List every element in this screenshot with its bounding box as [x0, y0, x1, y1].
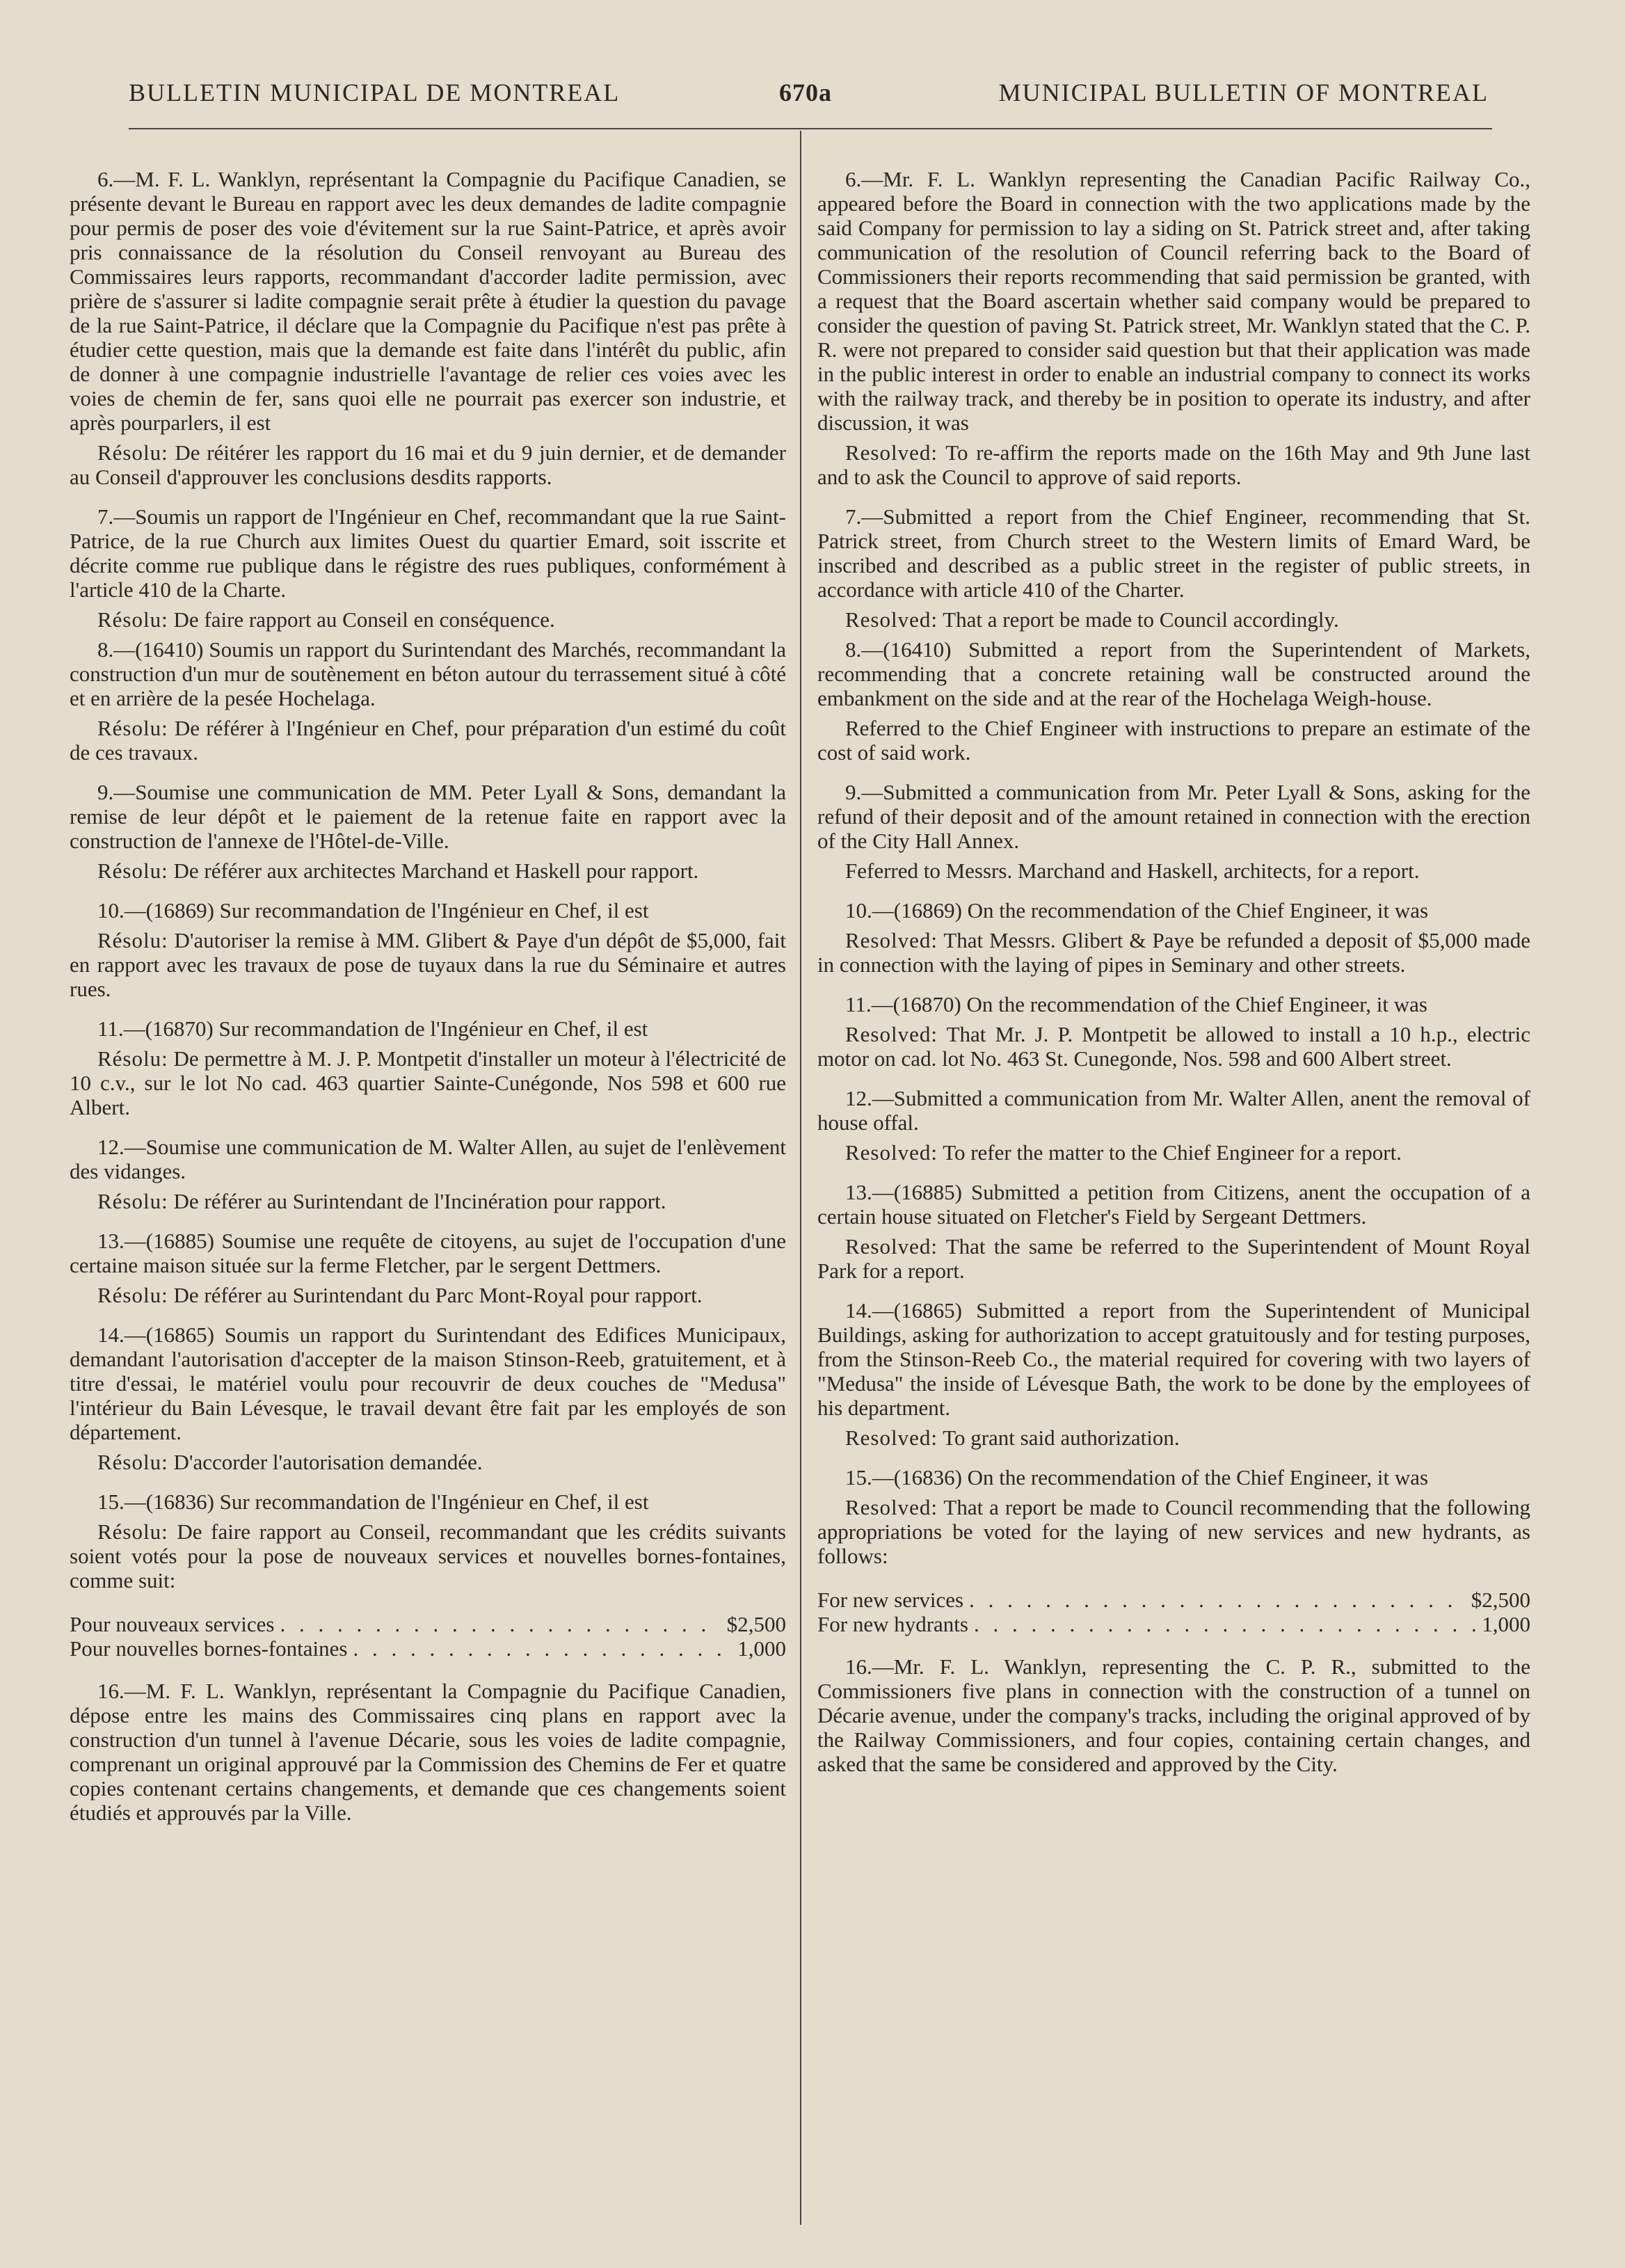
- resolution-text: That Mr. J. P. Montpetit be allowed to install a 10 h.p., electric motor on cad. lot No. 463 St. Cunegonde, Nos. 598 and 600 Albert street.: [817, 1022, 1530, 1071]
- appropriation-row: [817, 1612, 1530, 1636]
- appropriation-label: Pour nouvelles bornes-fontaines: [70, 1636, 348, 1661]
- item-10-en: 10.—(16869) On the recommendation of the Chief Engineer, it was: [845, 898, 1429, 923]
- resolution-label: Résolu:: [97, 607, 168, 632]
- appropriation-amount: $2,500: [726, 1612, 786, 1636]
- resolution-9-fr: [70, 859, 786, 883]
- resolution-label: Résolu:: [97, 440, 168, 465]
- appropriation-row: [817, 1588, 1530, 1612]
- resolution-15-en: [817, 1495, 1530, 1568]
- resolution-text: De réitérer les rapport du 16 mai et du 9 juin dernier, et de demander au Conseil d'approuver les conclusions desdits rapports.: [70, 440, 786, 489]
- appropriations-list-en: [817, 1588, 1530, 1636]
- resolution-9-en: Feferred to Messrs. Marchand and Haskell, architects, for a report.: [845, 859, 1420, 883]
- resolution-7-en: [817, 607, 1530, 632]
- resolution-7-fr: [70, 607, 786, 632]
- item-9-en: 9.—Submitted a communication from Mr. Peter Lyall & Sons, asking for the refund of their deposit and of the amount retained in connection with the erection of the City Hall Annex.: [817, 780, 1530, 853]
- resolution-label: Resolved:: [845, 1495, 938, 1519]
- appropriation-amount: 1,000: [737, 1636, 786, 1661]
- resolution-14-en: [817, 1426, 1530, 1450]
- header-title-english: MUNICIPAL BULLETIN OF MONTREAL: [998, 79, 1489, 106]
- resolution-text: That a report be made to Council recommending that the following appropriations be voted for the laying of new services and new hydrants, as follows:: [817, 1495, 1530, 1568]
- item-6-fr: 6.—M. F. L. Wanklyn, représentant la Compagnie du Pacifique Canadien, se présente devant le Bureau en rapport avec les deux demandes de ladite compagnie pour permis de poser des voie d'évitement sur la rue Saint-Patrice, et après avoir pris connaissance de la résolution du Conseil renvoyant au Bureau des Commissaires leurs rapports, recommandant d'accorder ladite permission, avec prière de s'assurer si ladite compagnie serait prête à étudier la question du pavage de la rue Saint-Patrice, il déclare que la Compagnie du Pacifique n'est pas prête à étudier cette question, mais que la demande est faite dans l'intérêt du public, afin de donner à une compagnie industrielle l'avantage de relier ces voies avec les voies de chemin de fer, sans quoi elle ne pourrait pas exercer son industrie, et après pourparlers, il est: [70, 167, 786, 435]
- item-15-fr: 15.—(16836) Sur recommandation de l'Ingénieur en Chef, il est: [97, 1490, 649, 1514]
- item-6-en: 6.—Mr. F. L. Wanklyn representing the Canadian Pacific Railway Co., appeared before the Board in connection with the two applications made by the said Company for permission to lay a siding on St. Patrick street and, after taking communication of the resolution of Council referring back to the Board of Commissioners their reports recommending that said permission be granted, with a request that the Board ascertain whether said company would be prepared to consider the question of paving St. Patrick street, Mr. Wanklyn stated that the C. P. R. were not prepared to consider said question but that their application was made in the public interest in order to enable an industrial company to connect its works with the railway track, and thereby be in position to operate its industry, and after discussion, it was: [817, 167, 1530, 435]
- appropriations-list-fr: [70, 1612, 786, 1661]
- leader-dots: [969, 1588, 1466, 1612]
- resolution-6-en: [817, 440, 1530, 489]
- header-title-french: BULLETIN MUNICIPAL DE MONTREAL: [129, 79, 621, 106]
- item-9-fr: 9.—Soumise une communication de MM. Peter Lyall & Sons, demandant la remise de leur dépôt et le paiement de la retenue faite en rapport avec la construction de l'annexe de l'Hôtel-de-Ville.: [70, 780, 786, 853]
- resolution-label: Résolu:: [97, 1283, 168, 1307]
- item-10-fr: 10.—(16869) Sur recommandation de l'Ingénieur en Chef, il est: [97, 898, 649, 923]
- item-8-en: 8.—(16410) Submitted a report from the Superintendent of Markets, recommending that a concrete retaining wall be constructed around the embankment on the side and at the rear of the Hochelaga Weigh-house.: [817, 637, 1530, 710]
- resolution-text: De référer au Surintendant de l'Incinération pour rapport.: [173, 1189, 666, 1213]
- resolution-label: Résolu:: [97, 1519, 168, 1544]
- resolution-label: Résolu:: [97, 928, 168, 952]
- resolution-label: Resolved:: [845, 928, 938, 952]
- item-13-fr: 13.—(16885) Soumise une requête de citoyens, au sujet de l'occupation d'une certaine maison située sur la ferme Fletcher, par le sergent Dettmers.: [70, 1229, 786, 1277]
- appropriation-amount: 1,000: [1482, 1612, 1530, 1636]
- item-7-fr: 7.—Soumis un rapport de l'Ingénieur en Chef, recommandant que la rue Saint-Patrice, de la rue Church aux limites Ouest du quartier Emard, soit isscrite et décrite comme rue publique dans le régistre des rues publiques, conformément à l'article 410 de la Charte.: [70, 504, 786, 602]
- resolution-label: Résolu:: [97, 716, 168, 740]
- resolution-text: De référer à l'Ingénieur en Chef, pour préparation d'un estimé du coût de ces travaux.: [70, 716, 786, 765]
- leader-dots: [280, 1612, 721, 1636]
- resolution-label: Resolved:: [845, 607, 938, 632]
- header-rule: [129, 128, 1492, 129]
- item-8-fr: 8.—(16410) Soumis un rapport du Surintendant des Marchés, recommandant la construction d'un mur de soutènement en béton autour du terrassement situé à côté et en arrière de la pesée Hochelaga.: [70, 637, 786, 710]
- item-11-en: 11.—(16870) On the recommendation of the Chief Engineer, it was: [845, 992, 1427, 1016]
- item-16-en: 16.—Mr. F. L. Wanklyn, representing the C. P. R., submitted to the Commissioners five plans in connection with the construction of a tunnel on Décarie avenue, under the company's tracks, including the original approved of by the Railway Commissioners, and four copies, containing certain changes, and asked that the same be considered and approved by the City.: [817, 1654, 1530, 1776]
- appropriation-label: For new services: [817, 1588, 964, 1612]
- resolution-text: De référer au Surintendant du Parc Mont-Royal pour rapport.: [173, 1283, 703, 1307]
- resolution-11-en: [817, 1022, 1530, 1071]
- item-14-fr: 14.—(16865) Soumis un rapport du Surintendant des Edifices Municipaux, demandant l'autorisation d'accepter de la maison Stinson-Reeb, gratuitement, et à titre d'essai, le matériel voulu pour recouvrir de deux couches de "Medusa" l'intérieur du Bain Lévesque, le travail devant être fait par les employés de son département.: [70, 1323, 786, 1444]
- page-header: [129, 78, 1489, 120]
- resolution-label: Resolved:: [845, 1426, 938, 1450]
- resolution-15-fr: [70, 1519, 786, 1592]
- item-11-fr: 11.—(16870) Sur recommandation de l'Ingénieur en Chef, il est: [97, 1016, 648, 1041]
- page-number: 670a: [779, 79, 832, 106]
- resolution-label: Résolu:: [97, 1046, 168, 1071]
- resolution-text: To refer the matter to the Chief Engineer for a report.: [943, 1140, 1402, 1165]
- resolution-10-fr: [70, 928, 786, 1001]
- english-column: [817, 167, 1530, 1782]
- item-13-en: 13.—(16885) Submitted a petition from Citizens, anent the occupation of a certain house situated on Fletcher's Field by Sergeant Dettmers.: [817, 1180, 1530, 1229]
- appropriation-label: For new hydrants: [817, 1612, 968, 1636]
- item-16-fr: 16.—M. F. L. Wanklyn, représentant la Compagnie du Pacifique Canadien, dépose entre les mains des Commissaires cinq plans en rapport avec la construction d'un tunnel à l'avenue Décarie, sous les voies de ladite compagnie, comprenant un original approuvé par la Commission des Chemins de Fer et quatre copies contenant certains changements, et demande que ces changements soient étudiés et approuvés par la Ville.: [70, 1679, 786, 1825]
- resolution-label: Resolved:: [845, 1022, 938, 1046]
- resolution-text: De référer aux architectes Marchand et Haskell pour rapport.: [173, 859, 699, 883]
- resolution-text: De permettre à M. J. P. Montpetit d'installer un moteur à l'électricité de 10 c.v., sur le lot No cad. 463 quartier Sainte-Cunégonde, Nos 598 et 600 rue Albert.: [70, 1046, 787, 1119]
- item-15-en: 15.—(16836) On the recommendation of the Chief Engineer, it was: [845, 1465, 1429, 1490]
- french-column: [70, 167, 786, 1830]
- resolution-8-en: Referred to the Chief Engineer with instructions to prepare an estimate of the cost of said work.: [817, 716, 1530, 765]
- resolution-12-en: [817, 1140, 1530, 1165]
- resolution-8-fr: [70, 716, 786, 765]
- resolution-text: To grant said authorization.: [943, 1426, 1180, 1450]
- resolution-12-fr: [70, 1189, 786, 1213]
- item-7-en: 7.—Submitted a report from the Chief Engineer, recommending that St. Patrick street, from Church street to the Western limits of Emard Ward, be inscribed and described as a public street in the register of public streets, in accordance with article 410 of the Charter.: [817, 504, 1530, 602]
- column-divider: [800, 131, 801, 2225]
- item-12-en: 12.—Submitted a communication from Mr. Walter Allen, anent the removal of house offal.: [817, 1086, 1530, 1135]
- appropriation-row: [70, 1636, 786, 1661]
- resolution-label: Resolved:: [845, 440, 938, 465]
- appropriation-amount: $2,500: [1471, 1588, 1530, 1612]
- resolution-text: De faire rapport au Conseil, recommandant que les crédits suivants soient votés pour la pose de nouveaux services et nouvelles bornes-fontaines, comme suit:: [70, 1519, 787, 1592]
- resolution-text: That the same be referred to the Superintendent of Mount Royal Park for a report.: [817, 1234, 1530, 1283]
- resolution-label: Résolu:: [97, 859, 168, 883]
- item-14-en: 14.—(16865) Submitted a report from the Superintendent of Municipal Buildings, asking for authorization to accept gratuitously and for testing purposes, from the Stinson-Reeb Co., the material required for covering with two layers of "Medusa" the inside of Lévesque Bath, the work to be done by the employees of his department.: [817, 1298, 1530, 1420]
- resolution-text: D'autoriser la remise à MM. Glibert & Paye d'un dépôt de $5,000, fait en rapport avec les travaux de pose de tuyaux dans la rue du Séminaire et autres rues.: [70, 928, 786, 1001]
- resolution-label: Resolved:: [845, 1140, 938, 1165]
- resolution-11-fr: [70, 1046, 786, 1119]
- item-12-fr: 12.—Soumise une communication de M. Walter Allen, au sujet de l'enlèvement des vidanges.: [70, 1135, 786, 1183]
- resolution-13-fr: [70, 1283, 786, 1307]
- resolution-6-fr: [70, 440, 786, 489]
- resolution-text: That Messrs. Glibert & Paye be refunded a deposit of $5,000 made in connection with the laying of pipes in Seminary and other streets.: [817, 928, 1530, 977]
- leader-dots: [353, 1636, 732, 1661]
- leader-dots: [974, 1612, 1476, 1636]
- resolution-text: To re-affirm the reports made on the 16th May and 9th June last and to ask the Council to approve of said reports.: [817, 440, 1530, 489]
- resolution-14-fr: [70, 1450, 786, 1474]
- resolution-13-en: [817, 1234, 1530, 1283]
- resolution-text: D'accorder l'autorisation demandée.: [173, 1450, 483, 1474]
- resolution-text: De faire rapport au Conseil en conséquence.: [173, 607, 555, 632]
- resolution-text: That a report be made to Council accordingly.: [943, 607, 1339, 632]
- appropriation-label: Pour nouveaux services: [70, 1612, 275, 1636]
- appropriation-row: [70, 1612, 786, 1636]
- resolution-label: Résolu:: [97, 1189, 168, 1213]
- resolution-label: Resolved:: [845, 1234, 938, 1259]
- resolution-10-en: [817, 928, 1530, 977]
- resolution-label: Résolu:: [97, 1450, 168, 1474]
